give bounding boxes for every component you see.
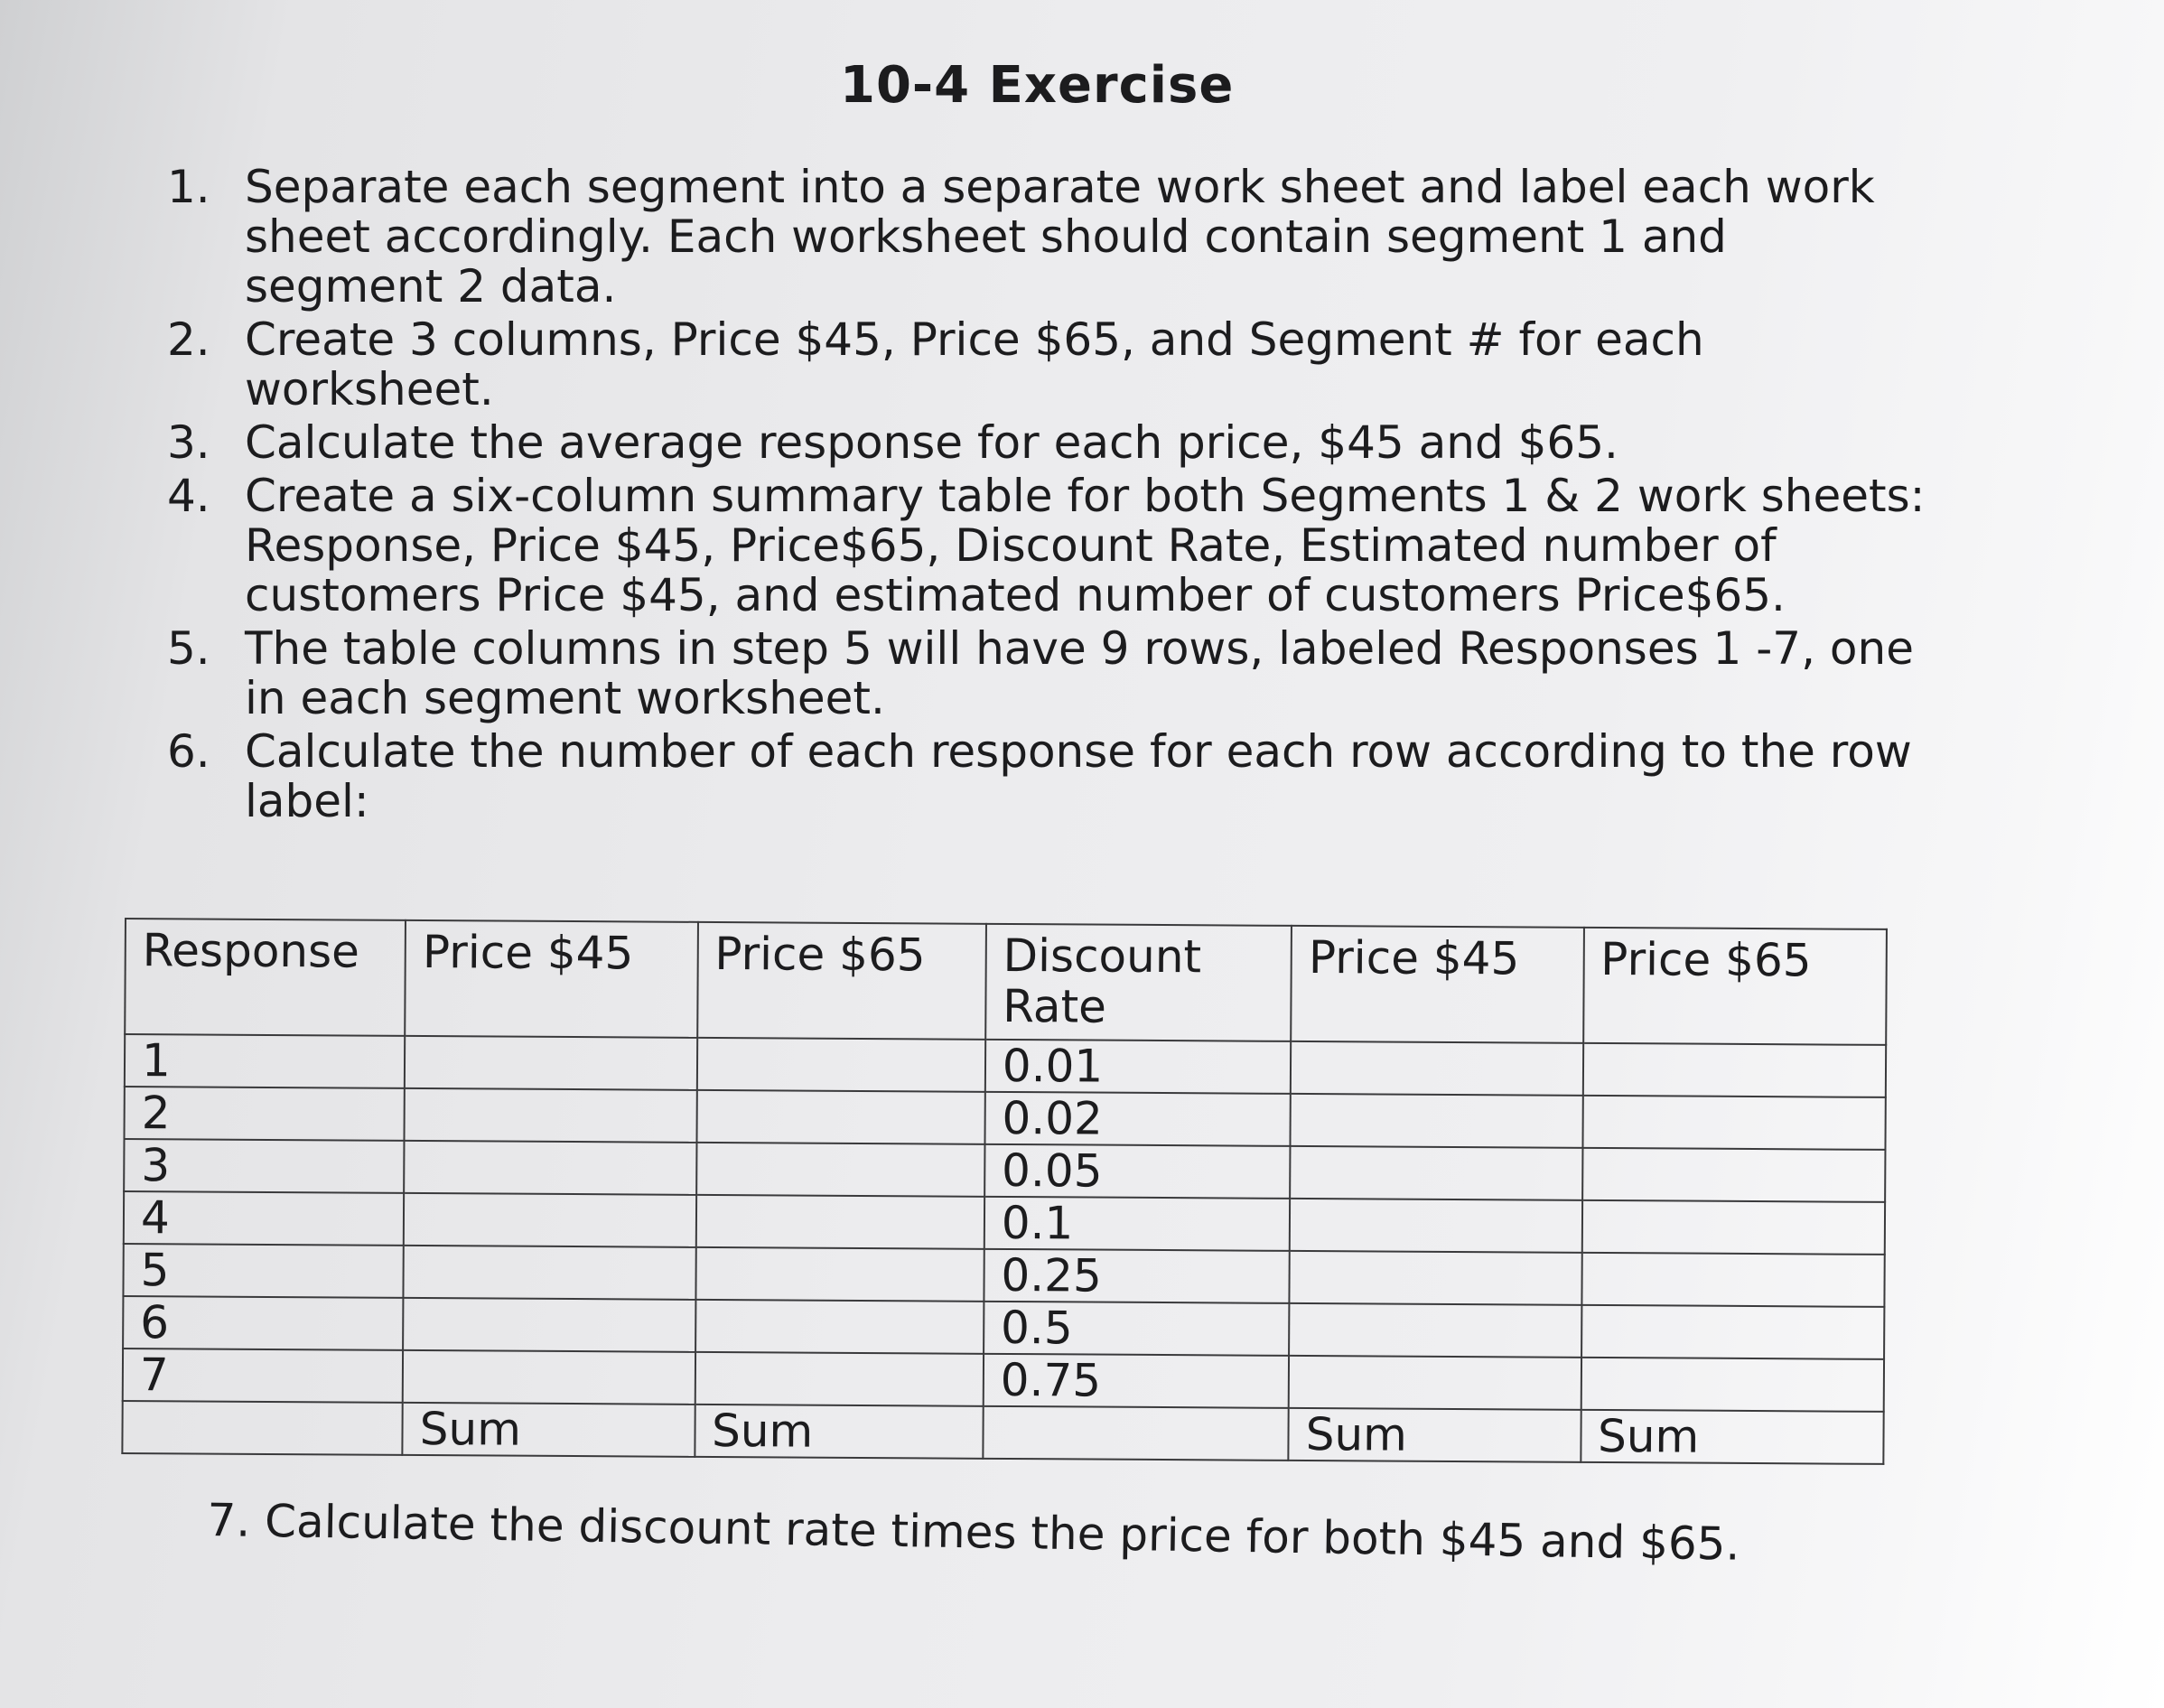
table-cell (1581, 1358, 1884, 1412)
instruction-step (167, 163, 1937, 312)
step-number: 1. (167, 161, 210, 213)
table-cell (1582, 1148, 1886, 1202)
instruction-step (167, 624, 1937, 723)
table-cell (695, 1247, 984, 1302)
table-cell (695, 1352, 984, 1406)
table-cell: 0.25 (984, 1249, 1290, 1303)
table-cell (983, 1406, 1289, 1461)
table-cell (695, 1195, 984, 1249)
step-number: 7. (207, 1494, 251, 1547)
instruction-step (167, 315, 1937, 415)
table-cell (1290, 1251, 1582, 1305)
table-cell (404, 1246, 696, 1300)
table-cell (405, 1088, 697, 1143)
step-text: Create 3 columns, Price $45, Price $65, and Segment # for each worksheet. (245, 313, 1704, 415)
table-cell (1582, 1096, 1886, 1150)
table-cell (695, 1300, 984, 1354)
table-cell (696, 1090, 985, 1144)
sum-cell: Sum (695, 1405, 984, 1459)
sum-cell: Sum (403, 1403, 695, 1457)
table-header-row (125, 919, 1887, 1045)
step-text: Separate each segment into a separate work sheet and label each work sheet accordingly. Each worksheet should contain segment 1 and segment 2 data. (245, 161, 1875, 313)
table-cell (122, 1401, 403, 1455)
table-cell (404, 1193, 696, 1247)
table-cell: 6 (123, 1296, 404, 1350)
instruction-step-final (207, 1495, 1740, 1570)
table-cell: 7 (123, 1349, 404, 1403)
step-text: The table columns in step 5 will have 9 rows, labeled Responses 1 -7, one in each segment worksheet. (245, 622, 1914, 724)
table-cell (1291, 1094, 1583, 1148)
instruction-step (167, 471, 1937, 621)
table-cell: 4 (124, 1191, 405, 1246)
step-text: Calculate the discount rate times the price for both $45 and $65. (264, 1494, 1740, 1571)
table-cell (403, 1350, 695, 1405)
table-cell (405, 1036, 697, 1090)
step-text: Calculate the number of each response for each row according to the row label: (245, 725, 1912, 827)
table-cell (403, 1298, 695, 1352)
table-cell (1290, 1146, 1582, 1200)
header-estimated-price-45: Price $45 (1291, 926, 1583, 1043)
table-cell: 0.75 (984, 1354, 1290, 1408)
sum-cell: Sum (1289, 1408, 1581, 1462)
step-text: Calculate the average response for each price, $45 and $65. (245, 416, 1618, 469)
table-cell: 1 (125, 1034, 406, 1088)
header-price-65: Price $65 (697, 922, 986, 1040)
step-number: 3. (167, 416, 210, 469)
table-cell (1582, 1043, 1886, 1097)
step-number: 5. (167, 622, 210, 675)
table-cell: 0.05 (984, 1144, 1291, 1199)
instruction-step (167, 418, 1937, 468)
instruction-step (167, 727, 1937, 826)
header-response: Response (125, 919, 406, 1036)
sum-cell: Sum (1581, 1410, 1884, 1464)
table-cell (1289, 1303, 1581, 1358)
table-cell: 0.1 (984, 1197, 1291, 1251)
table-sum-row (122, 1401, 1883, 1464)
table-cell (1581, 1305, 1885, 1359)
table-cell: 3 (124, 1139, 405, 1193)
table-cell (696, 1143, 985, 1197)
table-cell (1291, 1041, 1583, 1096)
step-text: Create a six-column summary table for both Segments 1 & 2 work sheets: Response, Price $45, Price$65, Discount Rate, Estimated number of customers Price $45, and estimated number of customers Price$65. (245, 470, 1926, 621)
instruction-list (167, 163, 1937, 830)
table-cell (1289, 1356, 1581, 1410)
header-discount-rate: Discount Rate (985, 924, 1292, 1041)
table-cell: 0.5 (984, 1302, 1290, 1356)
table-cell (1581, 1253, 1885, 1307)
table-cell (1290, 1199, 1582, 1253)
header-price-45: Price $45 (405, 920, 697, 1038)
step-number: 2. (167, 313, 210, 366)
header-estimated-price-65: Price $65 (1583, 928, 1887, 1045)
step-number: 4. (167, 470, 210, 522)
page-title: 10-4 Exercise (840, 56, 1235, 115)
table-cell: 2 (125, 1087, 406, 1141)
table-cell: 5 (123, 1244, 404, 1298)
table-cell (1581, 1200, 1885, 1255)
summary-table (121, 918, 1888, 1465)
table-cell: 0.01 (985, 1040, 1292, 1094)
table-cell (404, 1141, 696, 1195)
table-cell: 0.02 (984, 1092, 1291, 1146)
step-number: 6. (167, 725, 210, 778)
table-cell (696, 1038, 985, 1092)
